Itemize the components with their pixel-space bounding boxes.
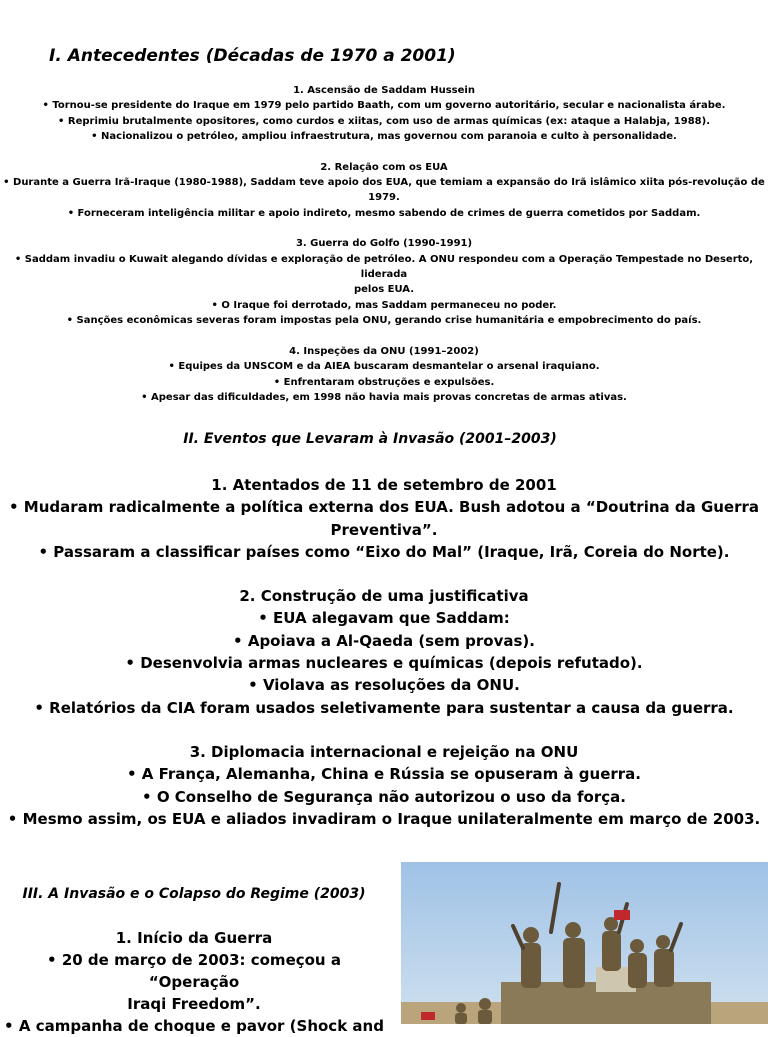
spacer <box>0 563 768 585</box>
s3-line: • A campanha de choque e pavor (Shock and <box>4 1017 384 1035</box>
s2-line: • Mudaram radicalmente a política externa dos EUA. Bush adotou a “Doutrina da Guerra <box>8 498 760 517</box>
s2-line: 1. Atentados de 11 de setembro de 2001 <box>211 476 557 494</box>
s1-line: • Sanções econômicas severas foram impostas pela ONU, gerando crise humanitária e empobrecimento do país. <box>66 315 702 327</box>
s2-line: • Mesmo assim, os EUA e aliados invadiram o Iraque unilateralmente em março de 2003. <box>7 809 761 828</box>
s2-line: • Desenvolvia armas nucleares e químicas (depois refutado). <box>125 654 643 673</box>
spacer <box>0 221 768 236</box>
s1-line: • Apesar das dificuldades, em 1998 não havia mais provas concretas de armas ativas. <box>141 391 627 403</box>
section-1-title: I. Antecedentes (Décadas de 1970 a 2001) <box>49 46 456 66</box>
s1-line: 3. Guerra do Golfo (1990-1991) <box>295 238 473 250</box>
spacer <box>0 145 768 160</box>
section-3-body <box>0 883 388 1037</box>
s3-line: • 20 de março de 2003: começou a “Operação <box>47 951 341 991</box>
s2-line: 3. Diplomacia internacional e rejeição na ONU <box>189 742 579 761</box>
s1-line: • Reprimiu brutalmente opositores, como curdos e xiitas, com uso de armas químicas (ex: ataque a Halabja, 1988). <box>58 115 710 127</box>
s1-line: 1. Ascensão de Saddam Hussein <box>293 85 475 96</box>
soldiers-photo-illustration <box>401 862 768 1024</box>
s1-line: • O Iraque foi derrotado, mas Saddam permaneceu no poder. <box>211 299 557 311</box>
s2-line: • O Conselho de Segurança não autorizou o uso da força. <box>142 787 626 806</box>
s2-line: • Passaram a classificar países como “Eixo do Mal” (Iraque, Irã, Coreia do Norte). <box>38 542 730 561</box>
s2-line: • Relatórios da CIA foram usados seletivamente para sustentar a causa da guerra. <box>34 698 734 717</box>
s1-line: pelos EUA. <box>353 284 415 296</box>
s1-line: • Saddam invadiu o Kuwait alegando dívidas e exploração de petróleo. A ONU respondeu com a Operação Tempestade no Deserto, liderada <box>14 253 754 281</box>
s2-line: 2. Construção de uma justificativa <box>239 587 529 606</box>
s1-line: • Enfrentaram obstruções e expulsões. <box>273 376 495 388</box>
section-2-body <box>0 474 768 830</box>
s2-line: • EUA alegavam que Saddam: <box>258 609 510 628</box>
s1-line: 4. Inspeções da ONU (1991–2002) <box>289 345 479 357</box>
spacer <box>0 719 768 741</box>
spacer <box>0 329 768 344</box>
s1-line: • Nacionalizou o petróleo, ampliou infraestrutura, mas governou com paranoia e culto à personalidade. <box>91 131 677 143</box>
s2-line: Preventiva”. <box>330 520 438 539</box>
s3-line: Iraqi Freedom”. <box>127 995 261 1013</box>
spacer <box>0 905 388 927</box>
section-3-title: III. A Invasão e o Colapso do Regime (2003) <box>22 886 366 902</box>
section-2-title: II. Eventos que Levaram à Invasão (2001–2003) <box>183 431 557 447</box>
soldiers-photo <box>401 862 768 1024</box>
section-1-body <box>0 83 768 405</box>
s1-line: 2. Relação com os EUA <box>320 161 448 173</box>
s2-line: • Violava as resoluções da ONU. <box>248 676 520 695</box>
s1-line: • Equipes da UNSCOM e da AIEA buscaram desmantelar o arsenal iraquiano. <box>168 361 600 373</box>
s3-line: 1. Início da Guerra <box>115 929 273 947</box>
s2-line: • Apoiava a Al-Qaeda (sem provas). <box>233 631 535 650</box>
s1-line: • Tornou-se presidente do Iraque em 1979 pelo partido Baath, com um governo autoritário, secular e nacionalista árabe. <box>42 100 726 112</box>
s2-line: • A França, Alemanha, China e Rússia se opuseram à guerra. <box>126 765 642 784</box>
s1-line: • Forneceram inteligência militar e apoio indireto, mesmo sabendo de crimes de guerra cometidos por Saddam. <box>67 207 701 219</box>
s1-line: • Durante a Guerra Irã-Iraque (1980-1988), Saddam teve apoio dos EUA, que temiam a expansão do Irã islâmico xiita pós-revolução de 1979. <box>3 177 765 204</box>
